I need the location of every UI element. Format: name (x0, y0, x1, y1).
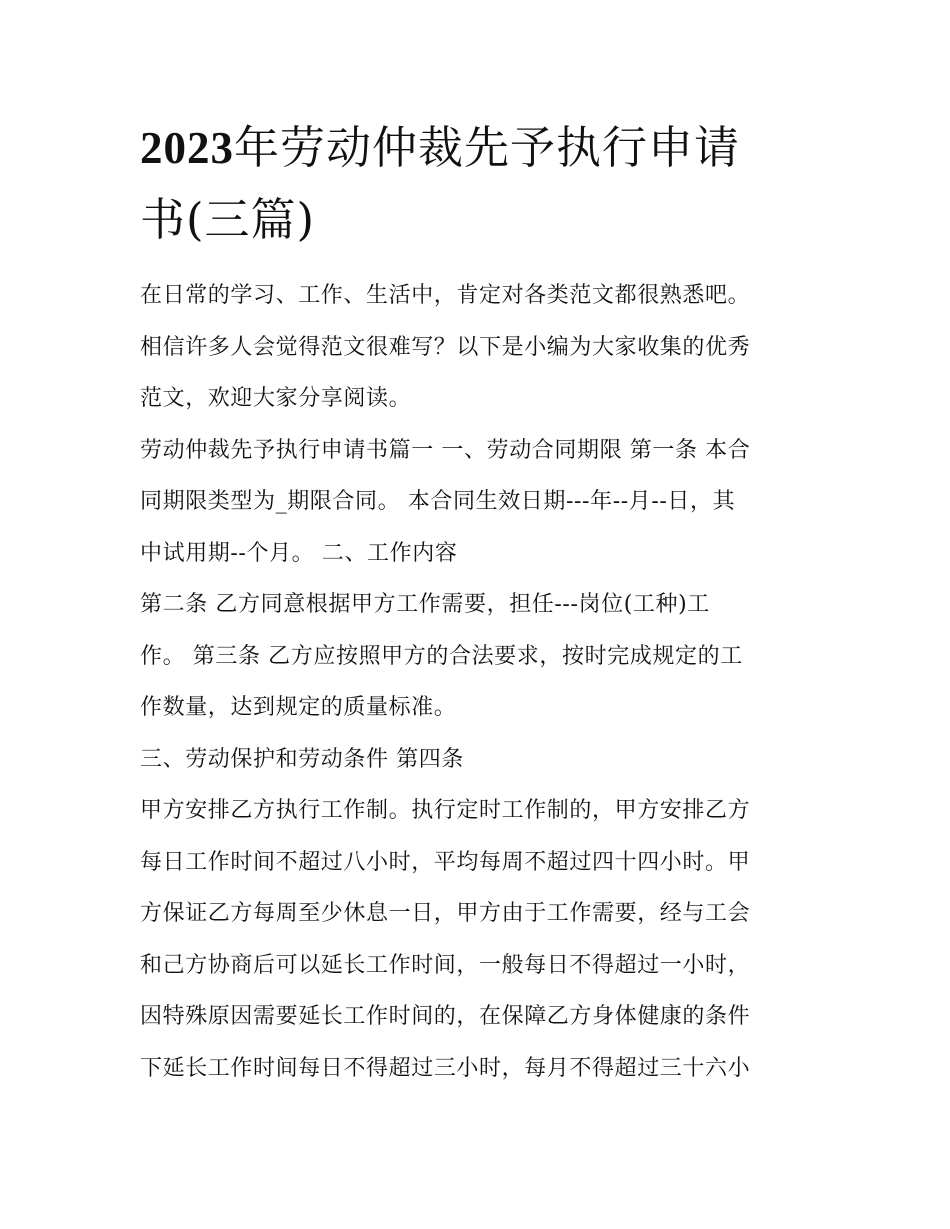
text-line: 因特殊原因需要延长工作时间的，在保障乙方身体健康的条件 (140, 1004, 751, 1029)
text-line: 下延长工作时间每日不得超过三小时，每月不得超过三十六小 (140, 1055, 751, 1081)
title-year: 2023 (140, 123, 234, 173)
title-line1: 年劳动仲裁先予执行申请 (234, 121, 741, 174)
paragraph-contract-term (140, 425, 820, 580)
text-line: 每日工作时间不超过八小时，平均每周不超过四十四小时。甲 (140, 849, 751, 875)
text-line: 作。 第三条 乙方应按照甲方的合法要求，按时完成规定的工 (140, 643, 743, 669)
text-line: 和己方协商后可以延长工作时间，一般每日不得超过一小时， (140, 952, 751, 978)
paragraph-intro (140, 270, 820, 425)
text-line: 三、劳动保护和劳动条件 第四条 (140, 746, 464, 772)
text-line: 作数量，达到规定的质量标准。 (140, 695, 457, 720)
paragraph-work-content (140, 579, 820, 734)
text-line: 在日常的学习、工作、生活中，肯定对各类范文都很熟悉吧。 (140, 283, 751, 308)
paragraph-working-hours (140, 785, 820, 1094)
title-line2: 书(三篇) (140, 193, 316, 246)
document-page (140, 112, 820, 1094)
text-line: 范文，欢迎大家分享阅读。 (140, 386, 412, 411)
text-line: 同期限类型为_期限合同。 本合同生效日期---年--月--日，其 (140, 489, 736, 514)
paragraph-section-three-heading (140, 734, 820, 786)
text-line: 第二条 乙方同意根据甲方工作需要，担任---岗位(工种)工 (140, 592, 710, 617)
text-line: 甲方安排乙方执行工作制。执行定时工作制的，甲方安排乙方 (140, 798, 751, 823)
text-line: 中试用期--个月。 二、工作内容 (140, 540, 458, 566)
text-line: 方保证乙方每周至少休息一日，甲方由于工作需要，经与工会 (140, 901, 751, 926)
text-line: 劳动仲裁先予执行申请书篇一 一、劳动合同期限 第一条 本合 (140, 437, 751, 463)
document-title (140, 112, 820, 256)
text-line: 相信许多人会觉得范文很难写？以下是小编为大家收集的优秀 (140, 334, 751, 360)
